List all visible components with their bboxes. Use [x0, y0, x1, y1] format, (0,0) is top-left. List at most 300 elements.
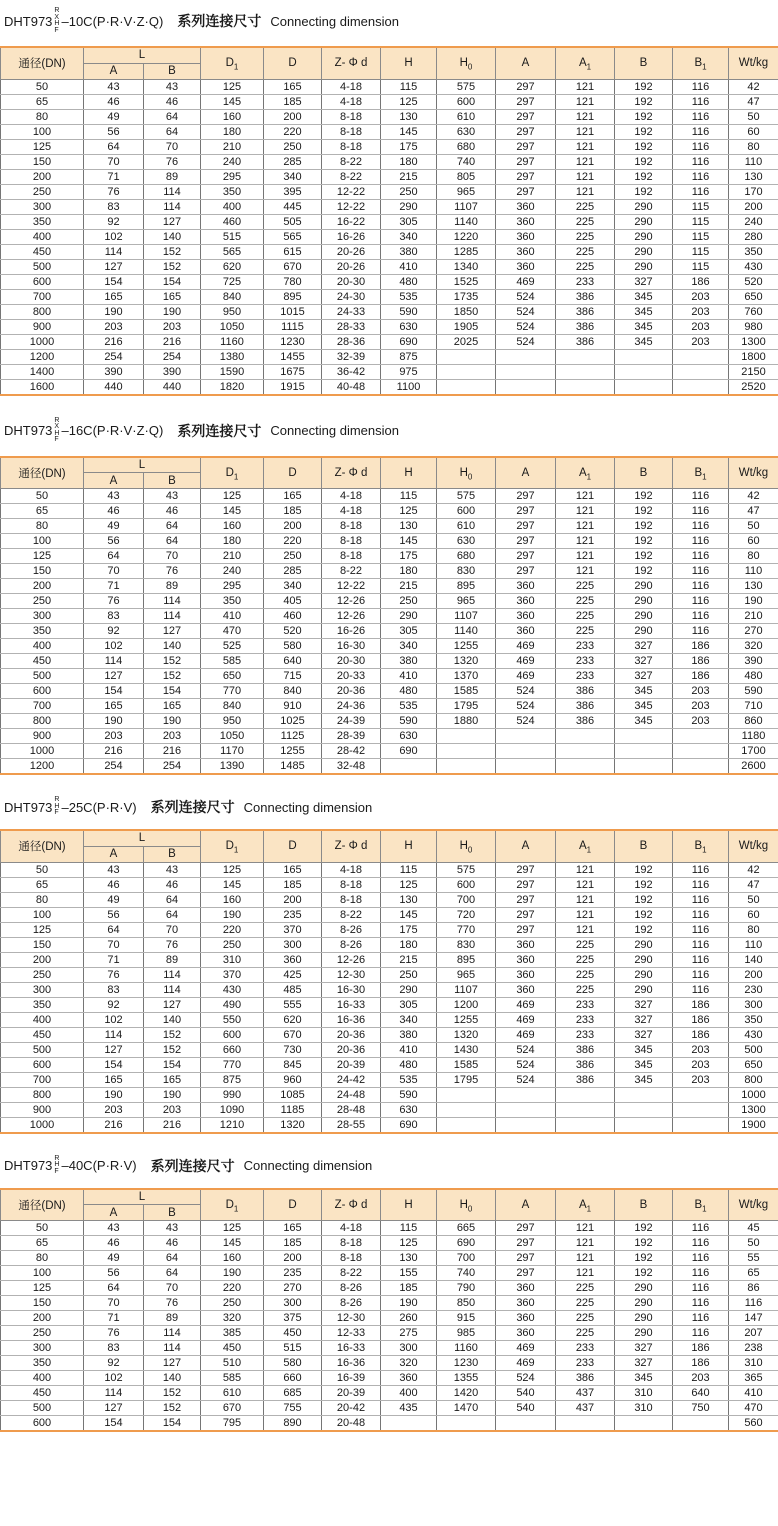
table-cell: 203 — [673, 1057, 729, 1072]
table-cell: 115 — [673, 259, 729, 274]
table-cell: 1085 — [264, 1087, 322, 1102]
title-english: Connecting dimension — [270, 423, 399, 438]
table-cell: 585 — [201, 654, 264, 669]
table-cell: 555 — [264, 997, 322, 1012]
table-cell: 985 — [437, 1326, 496, 1341]
table-cell: 165 — [264, 79, 322, 94]
table-row — [1, 1117, 778, 1133]
table-cell: 203 — [673, 319, 729, 334]
table-cell: 250 — [264, 139, 322, 154]
table-cell: 280 — [729, 229, 778, 244]
table-cell: 840 — [201, 699, 264, 714]
table-cell: 192 — [615, 877, 673, 892]
table-cell: 250 — [264, 549, 322, 564]
table-cell: 297 — [496, 109, 556, 124]
table-cell: 370 — [264, 922, 322, 937]
table-cell — [615, 1087, 673, 1102]
table-cell: 830 — [437, 564, 496, 579]
table-cell: 115 — [381, 1221, 437, 1236]
table-cell: 150 — [1, 564, 84, 579]
table-cell: 32-48 — [322, 759, 381, 775]
table-cell: 200 — [729, 199, 778, 214]
table-cell: 360 — [496, 609, 556, 624]
table-row — [1, 94, 778, 109]
table-cell: 840 — [201, 289, 264, 304]
table-cell: 130 — [729, 169, 778, 184]
table-cell: 185 — [264, 94, 322, 109]
table-cell — [615, 1416, 673, 1432]
model-code: –10C(P·R·V·Z·Q) — [61, 13, 164, 29]
table-cell: 520 — [729, 274, 778, 289]
table-cell: 305 — [381, 214, 437, 229]
table-cell: 600 — [201, 1027, 264, 1042]
table-cell: 254 — [84, 349, 144, 364]
table-cell: 300 — [381, 1341, 437, 1356]
table-cell: 290 — [615, 1281, 673, 1296]
table-cell: 190 — [84, 304, 144, 319]
table-cell: 92 — [84, 1356, 144, 1371]
column-header: H — [381, 830, 437, 862]
table-cell: 80 — [1, 892, 84, 907]
table-cell: 203 — [144, 1102, 201, 1117]
table-cell: 186 — [673, 639, 729, 654]
table-row — [1, 982, 778, 997]
table-cell: 215 — [381, 952, 437, 967]
table-cell: 250 — [1, 594, 84, 609]
table-cell — [673, 1117, 729, 1133]
table-cell: 615 — [264, 244, 322, 259]
table-cell — [496, 729, 556, 744]
table-title — [4, 418, 778, 444]
table-cell: 845 — [264, 1057, 322, 1072]
table-cell: 46 — [144, 94, 201, 109]
table-cell: 1585 — [437, 684, 496, 699]
column-header: B — [615, 830, 673, 862]
table-cell: 505 — [264, 214, 322, 229]
table-cell: 620 — [264, 1012, 322, 1027]
table-cell: 297 — [496, 549, 556, 564]
table-cell: 630 — [381, 1102, 437, 1117]
table-cell: 2150 — [729, 364, 778, 379]
table-cell: 360 — [496, 259, 556, 274]
table-cell: 254 — [84, 759, 144, 775]
table-cell: 1255 — [264, 744, 322, 759]
column-header-l: L — [84, 457, 201, 473]
table-cell: 4-18 — [322, 1221, 381, 1236]
table-cell — [496, 349, 556, 364]
table-cell: 680 — [437, 139, 496, 154]
series-code: DHT973 — [4, 799, 53, 815]
table-cell: 230 — [729, 982, 778, 997]
table-cell: 116 — [673, 877, 729, 892]
table-cell: 524 — [496, 699, 556, 714]
table-cell — [556, 379, 615, 395]
table-cell: 720 — [437, 907, 496, 922]
table-cell: 175 — [381, 549, 437, 564]
table-cell: 1300 — [729, 1102, 778, 1117]
table-cell: 47 — [729, 94, 778, 109]
table-cell: 386 — [556, 1371, 615, 1386]
table-body — [1, 489, 778, 775]
table-cell: 76 — [144, 937, 201, 952]
table-cell: 830 — [437, 937, 496, 952]
table-cell: 12-22 — [322, 199, 381, 214]
table-cell: 152 — [144, 1027, 201, 1042]
table-cell: 154 — [84, 1057, 144, 1072]
table-cell: 114 — [144, 184, 201, 199]
table-cell: 160 — [201, 1251, 264, 1266]
table-cell: 154 — [84, 684, 144, 699]
table-cell: 560 — [729, 1416, 778, 1432]
table-cell: 590 — [381, 1087, 437, 1102]
table-row — [1, 1012, 778, 1027]
column-header: B — [615, 47, 673, 79]
table-row — [1, 214, 778, 229]
table-cell: 565 — [201, 244, 264, 259]
table-cell: 350 — [1, 214, 84, 229]
variant-letter: H — [54, 1161, 60, 1169]
table-cell: 47 — [729, 877, 778, 892]
table-cell: 192 — [615, 1236, 673, 1251]
table-cell: 203 — [673, 714, 729, 729]
table-cell: 12-30 — [322, 967, 381, 982]
table-cell: 28-55 — [322, 1117, 381, 1133]
column-header: $B_1$ — [673, 47, 729, 79]
table-row — [1, 259, 778, 274]
table-cell: 400 — [1, 639, 84, 654]
table-cell: 50 — [1, 862, 84, 877]
table-cell: 690 — [381, 334, 437, 349]
table-cell: 305 — [381, 997, 437, 1012]
table-cell — [496, 759, 556, 775]
column-header: H — [381, 1189, 437, 1221]
table-cell: 200 — [264, 1251, 322, 1266]
table-cell: 49 — [84, 109, 144, 124]
table-cell: 50 — [729, 892, 778, 907]
table-cell: 121 — [556, 489, 615, 504]
table-row — [1, 1042, 778, 1057]
table-cell: 327 — [615, 669, 673, 684]
table-cell: 36-42 — [322, 364, 381, 379]
table-cell: 155 — [381, 1266, 437, 1281]
variant-letter: R — [54, 7, 60, 14]
table-cell: 290 — [615, 214, 673, 229]
table-cell: 76 — [144, 564, 201, 579]
table-cell — [673, 729, 729, 744]
table-cell: 192 — [615, 489, 673, 504]
column-header: Wt/kg — [729, 1189, 778, 1221]
table-cell: 40-48 — [322, 379, 381, 395]
table-cell: 50 — [729, 1236, 778, 1251]
table-cell: 121 — [556, 504, 615, 519]
table-cell: 60 — [729, 534, 778, 549]
table-cell: 1107 — [437, 199, 496, 214]
column-header: $A_1$ — [556, 457, 615, 489]
table-cell: 630 — [381, 319, 437, 334]
table-cell: 121 — [556, 184, 615, 199]
table-cell: 320 — [381, 1356, 437, 1371]
table-cell: 525 — [201, 639, 264, 654]
table-cell: 895 — [437, 579, 496, 594]
table-title — [4, 8, 778, 34]
table-cell: 225 — [556, 214, 615, 229]
table-cell: 116 — [673, 1266, 729, 1281]
table-cell: 4-18 — [322, 79, 381, 94]
table-cell: 327 — [615, 274, 673, 289]
table-cell: 1340 — [437, 259, 496, 274]
table-cell: 70 — [84, 1296, 144, 1311]
table-row — [1, 1386, 778, 1401]
table-cell: 386 — [556, 289, 615, 304]
table-cell: 42 — [729, 862, 778, 877]
table-cell: 524 — [496, 1371, 556, 1386]
table-cell: 24-48 — [322, 1087, 381, 1102]
table-cell: 210 — [201, 139, 264, 154]
table-cell — [673, 759, 729, 775]
table-cell: 190 — [729, 594, 778, 609]
table-cell: 190 — [144, 714, 201, 729]
table-cell: 56 — [84, 534, 144, 549]
table-cell: 297 — [496, 922, 556, 937]
table-cell: 254 — [144, 759, 201, 775]
table-cell: 233 — [556, 654, 615, 669]
table-cell: 192 — [615, 139, 673, 154]
table-cell: 225 — [556, 594, 615, 609]
table-cell: 360 — [496, 244, 556, 259]
table-cell: 300 — [1, 199, 84, 214]
table-body — [1, 1221, 778, 1432]
table-cell: 127 — [84, 259, 144, 274]
table-cell: 386 — [556, 334, 615, 349]
table-cell: 875 — [201, 1072, 264, 1087]
table-row — [1, 1356, 778, 1371]
variant-letter: R — [54, 416, 60, 424]
table-cell — [437, 1102, 496, 1117]
table-cell: 160 — [201, 109, 264, 124]
table-cell: 116 — [673, 564, 729, 579]
series-code: DHT973 — [4, 1158, 53, 1173]
table-row — [1, 1251, 778, 1266]
table-cell: 469 — [496, 1341, 556, 1356]
table-cell: 469 — [496, 997, 556, 1012]
table-cell: 690 — [381, 744, 437, 759]
table-cell — [496, 364, 556, 379]
table-cell: 115 — [673, 214, 729, 229]
table-cell: 125 — [381, 94, 437, 109]
header-row-1 — [1, 830, 778, 846]
table-cell: 233 — [556, 1012, 615, 1027]
table-cell: 46 — [144, 1236, 201, 1251]
table-cell: 12-22 — [322, 184, 381, 199]
table-cell: 680 — [437, 549, 496, 564]
table-cell: 64 — [144, 1266, 201, 1281]
table-cell: 233 — [556, 997, 615, 1012]
table-cell: 360 — [496, 624, 556, 639]
table-cell: 1230 — [264, 334, 322, 349]
column-header-b: B — [144, 473, 201, 489]
table-cell: 215 — [381, 169, 437, 184]
table-cell: 524 — [496, 684, 556, 699]
table-cell: 1915 — [264, 379, 322, 395]
table-cell: 8-22 — [322, 907, 381, 922]
table-row — [1, 274, 778, 289]
table-cell: 640 — [673, 1386, 729, 1401]
table-cell — [437, 744, 496, 759]
table-cell: 50 — [729, 109, 778, 124]
table-cell: 116 — [673, 504, 729, 519]
column-header: $A_1$ — [556, 47, 615, 79]
table-row — [1, 199, 778, 214]
table-cell: 795 — [201, 1416, 264, 1432]
table-cell: 127 — [144, 997, 201, 1012]
table-cell: 250 — [1, 1326, 84, 1341]
table-cell: 297 — [496, 519, 556, 534]
table-cell: 121 — [556, 564, 615, 579]
table-row — [1, 1341, 778, 1356]
table-cell: 180 — [201, 124, 264, 139]
header-row-1 — [1, 457, 778, 473]
table-cell: 116 — [673, 967, 729, 982]
document-page — [0, 8, 778, 1432]
table-cell — [615, 1102, 673, 1117]
table-cell: 127 — [84, 1042, 144, 1057]
table-cell: 437 — [556, 1401, 615, 1416]
table-cell: 350 — [201, 184, 264, 199]
table-row — [1, 1027, 778, 1042]
table-cell: 4-18 — [322, 862, 381, 877]
table-cell: 147 — [729, 1311, 778, 1326]
table-cell: 114 — [144, 1341, 201, 1356]
table-cell: 64 — [144, 519, 201, 534]
table-row — [1, 489, 778, 504]
table-cell: 965 — [437, 594, 496, 609]
table-cell: 76 — [84, 1326, 144, 1341]
table-cell: 186 — [673, 654, 729, 669]
table-cell: 110 — [729, 937, 778, 952]
table-cell: 83 — [84, 609, 144, 624]
table-cell: 116 — [673, 594, 729, 609]
table-cell: 16-26 — [322, 229, 381, 244]
table-cell: 480 — [729, 669, 778, 684]
table-row — [1, 169, 778, 184]
table-cell: 152 — [144, 244, 201, 259]
table-cell: 300 — [1, 982, 84, 997]
table-cell: 16-39 — [322, 1371, 381, 1386]
table-cell: 121 — [556, 124, 615, 139]
column-header-l: L — [84, 47, 201, 63]
table-cell: 1107 — [437, 609, 496, 624]
table-row — [1, 877, 778, 892]
column-header: $B_1$ — [673, 457, 729, 489]
table-cell: 152 — [144, 259, 201, 274]
table-cell: 445 — [264, 199, 322, 214]
title-english: Connecting dimension — [243, 799, 373, 815]
table-cell: 300 — [264, 937, 322, 952]
table-row — [1, 1102, 778, 1117]
table-cell: 154 — [84, 1416, 144, 1432]
column-header: Wt/kg — [729, 47, 778, 79]
table-cell: 300 — [1, 609, 84, 624]
column-header: H — [381, 457, 437, 489]
table-row — [1, 922, 778, 937]
table-row — [1, 519, 778, 534]
title-english: Connecting dimension — [270, 13, 399, 29]
table-cell: 165 — [84, 699, 144, 714]
column-header: A — [496, 830, 556, 862]
table-cell: 16-26 — [322, 624, 381, 639]
table-cell: 575 — [437, 862, 496, 877]
table-cell: 116 — [673, 519, 729, 534]
column-header: H — [381, 47, 437, 79]
column-header: B — [615, 1189, 673, 1221]
table-cell: 127 — [84, 1401, 144, 1416]
table-cell: 520 — [264, 624, 322, 639]
table-cell: 600 — [437, 94, 496, 109]
table-cell: 64 — [84, 922, 144, 937]
column-header: $B_1$ — [673, 830, 729, 862]
table-cell: 8-26 — [322, 922, 381, 937]
table-row — [1, 1401, 778, 1416]
table-cell: 850 — [437, 1296, 496, 1311]
table-cell — [437, 759, 496, 775]
table-cell: 410 — [201, 609, 264, 624]
table-cell: 250 — [381, 594, 437, 609]
table-cell: 20-33 — [322, 669, 381, 684]
table-cell: 200 — [1, 169, 84, 184]
table-cell: 115 — [381, 862, 437, 877]
table-cell — [556, 364, 615, 379]
table-cell: 65 — [1, 877, 84, 892]
title-chinese: 系列连接尺寸 — [177, 422, 262, 439]
table-cell: 192 — [615, 922, 673, 937]
column-header: A — [496, 47, 556, 79]
table-cell: 12-22 — [322, 579, 381, 594]
table-cell: 80 — [729, 922, 778, 937]
table-cell: 345 — [615, 289, 673, 304]
table-cell — [381, 759, 437, 775]
column-header: Z- Φ d — [322, 1189, 381, 1221]
table-cell: 965 — [437, 184, 496, 199]
table-cell: 715 — [264, 669, 322, 684]
table-cell: 350 — [201, 594, 264, 609]
table-cell: 225 — [556, 609, 615, 624]
table-cell: 535 — [381, 699, 437, 714]
table-cell — [381, 1416, 437, 1432]
table-cell: 121 — [556, 907, 615, 922]
table-row — [1, 504, 778, 519]
table-cell: 114 — [144, 982, 201, 997]
table-cell: 610 — [437, 109, 496, 124]
table-cell: 1140 — [437, 624, 496, 639]
table-cell: 203 — [84, 729, 144, 744]
table-cell: 16-30 — [322, 982, 381, 997]
table-cell: 160 — [201, 892, 264, 907]
table-cell: 121 — [556, 534, 615, 549]
table-cell: 469 — [496, 1356, 556, 1371]
table-cell — [673, 349, 729, 364]
table-cell: 300 — [729, 997, 778, 1012]
table-cell: 70 — [84, 154, 144, 169]
table-cell: 150 — [1, 1296, 84, 1311]
table-cell: 56 — [84, 1266, 144, 1281]
table-cell: 340 — [381, 1012, 437, 1027]
table-row — [1, 624, 778, 639]
table-cell: 290 — [615, 609, 673, 624]
table-cell: 116 — [673, 624, 729, 639]
table-cell: 297 — [496, 907, 556, 922]
table-cell: 895 — [264, 289, 322, 304]
table-cell: 110 — [729, 564, 778, 579]
